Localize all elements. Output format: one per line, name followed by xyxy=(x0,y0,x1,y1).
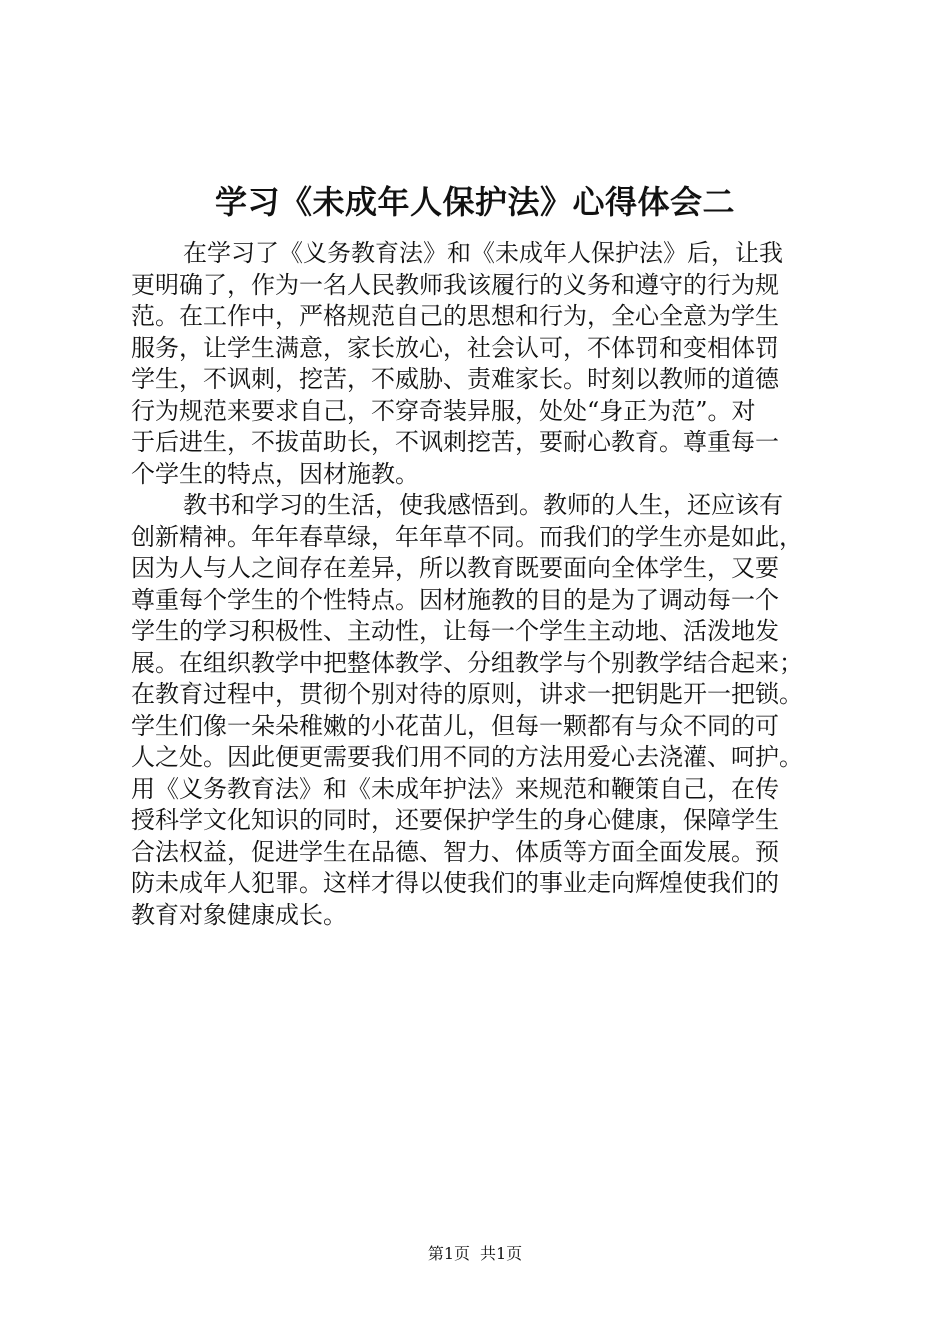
document-title: 学习《未成年人保护法》心得体会二 xyxy=(214,183,735,221)
paragraph-line: 教育对象健康成长。 xyxy=(131,900,347,929)
paragraph-line: 教书和学习的生活，使我感悟到。教师的人生，还应该有 xyxy=(183,491,783,519)
paragraph-line: 学生们像一朵朵稚嫩的小花苗儿，但每一颗都有与众不同的可 xyxy=(131,711,779,740)
paragraph-line: 学生，不讽刺，挖苦，不威胁、责难家长。时刻以教师的道德 xyxy=(131,365,779,393)
page-number: 第1页 xyxy=(427,1244,470,1263)
paragraph-line: 服务，让学生满意，家长放心，社会认可，不体罚和变相体罚 xyxy=(131,333,779,362)
paragraph-line: 创新精神。年年春草绿，年年草不同。而我们的学生亦是如此， xyxy=(131,522,803,551)
paragraph-line: 行为规范来要求自己，不穿奇装异服，处处“身正为范”。对 xyxy=(131,396,756,425)
page-total: 共1页 xyxy=(480,1244,523,1263)
paragraph-line: 更明确了，作为一名人民教师我该履行的义务和遵守的行为规 xyxy=(131,270,779,299)
paragraph-line: 学生的学习积极性、主动性，让每一个学生主动地、活泼地发 xyxy=(131,617,779,645)
paragraph-line: 尊重每个学生的个性特点。因材施教的目的是为了调动每一个 xyxy=(131,585,779,614)
page-footer xyxy=(0,1244,950,1264)
paragraph-line: 个学生的特点，因材施教。 xyxy=(131,459,419,488)
paragraph-line: 因为人与人之间存在差异，所以教育既要面向全体学生，又要 xyxy=(131,554,779,582)
paragraph-line: 授科学文化知识的同时，还要保护学生的身心健康，保障学生 xyxy=(131,806,779,834)
paragraph-line: 于后进生，不拔苗助长，不讽刺挖苦，要耐心教育。尊重每一 xyxy=(131,428,779,456)
paragraph-line: 在学习了《义务教育法》和《未成年人保护法》后，让我 xyxy=(183,239,783,267)
paragraph-1 xyxy=(131,238,831,490)
paragraph-line: 合法权益，促进学生在品德、智力、体质等方面全面发展。预 xyxy=(131,837,779,866)
paragraph-2 xyxy=(131,490,831,931)
paragraph-line: 防未成年人犯罪。这样才得以使我们的事业走向辉煌使我们的 xyxy=(131,869,779,897)
paragraph-line: 展。在组织教学中把整体教学、分组教学与个别教学结合起来； xyxy=(131,648,803,677)
paragraph-line: 用《义务教育法》和《未成年护法》来规范和鞭策自己，在传 xyxy=(131,774,779,803)
paragraph-line: 范。在工作中，严格规范自己的思想和行为，全心全意为学生 xyxy=(131,302,779,330)
paragraph-line: 人之处。因此便更需要我们用不同的方法用爱心去浇灌、呵护。 xyxy=(131,743,803,771)
paragraph-line: 在教育过程中，贯彻个别对待的原则，讲求一把钥匙开一把锁。 xyxy=(131,680,803,708)
document-body xyxy=(131,238,831,931)
